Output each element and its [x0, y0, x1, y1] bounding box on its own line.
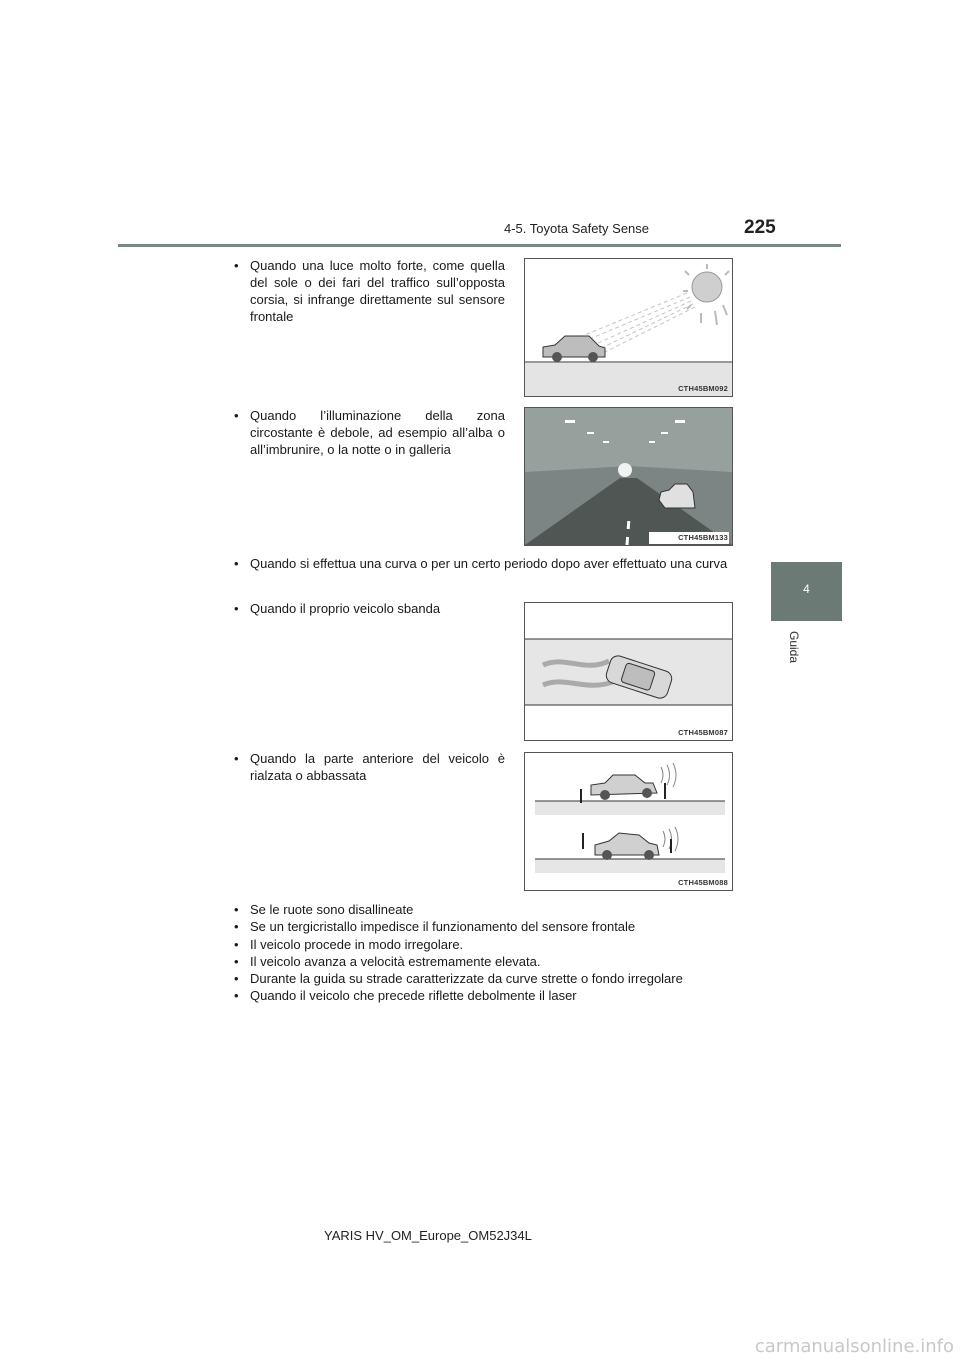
figure-code: CTH45BM133: [678, 533, 728, 542]
list-item: [234, 936, 754, 953]
raised-illustration: [525, 753, 732, 890]
list-item: [234, 970, 754, 987]
conditions-list: [234, 901, 754, 1005]
document-footer: YARIS HV_OM_Europe_OM52J34L: [324, 1228, 532, 1243]
section-title: 4-5. Toyota Safety Sense: [504, 221, 650, 236]
bullet-dot: •: [234, 971, 239, 987]
list-item-text: Il veicolo procede in modo irregolare.: [250, 936, 464, 952]
chapter-label-text: Guida: [787, 630, 802, 664]
bullet-curve: [234, 555, 742, 572]
tunnel-illustration: [525, 408, 732, 545]
figure-code: CTH45BM088: [678, 878, 728, 887]
header-rule: [118, 244, 841, 247]
figure-tunnel: [524, 407, 733, 546]
list-item: [234, 918, 754, 935]
bullet-skid: [234, 600, 505, 617]
list-item-text: Durante la guida su strade caratterizzate da curve strette o fondo irregolare: [250, 971, 683, 987]
figure-sunlight: [524, 258, 733, 397]
bullet-dot: •: [234, 556, 239, 571]
list-item: [234, 953, 754, 970]
bullet-dot: •: [234, 936, 239, 952]
bullet-dot: •: [234, 751, 239, 766]
skid-illustration: [525, 603, 732, 740]
list-item-text: Se le ruote sono disallineate: [250, 902, 414, 917]
bullet-text: Quando la parte anteriore del veicolo è rialzata o abbassata: [250, 751, 505, 783]
bullet-raised: [234, 750, 505, 784]
list-item-text: Quando il veicolo che precede riflette debolmente il laser: [250, 988, 577, 1004]
list-item: [234, 987, 754, 1004]
bullet-text: Quando il proprio veicolo sbanda: [250, 601, 441, 616]
page-number: 225: [744, 217, 776, 238]
bullet-text: Quando una luce molto forte, come quella del sole o dei fari del traffico sull’opposta corsia, si infrange direttamente sul sensore frontale: [250, 258, 505, 324]
watermark[interactable]: carmanualsonline.info: [754, 1336, 954, 1357]
figure-code: CTH45BM092: [678, 384, 728, 393]
list-item: [234, 901, 754, 918]
figure-raised: [524, 752, 733, 891]
list-item-text: Il veicolo avanza a velocità estremamente elevata.: [250, 953, 541, 969]
bullet-bright-light: [234, 257, 505, 325]
sunlight-illustration: [525, 259, 732, 396]
bullet-dot: •: [234, 258, 239, 273]
figure-skid: [524, 602, 733, 741]
list-item-text: Se un tergicristallo impedisce il funzionamento del sensore frontale: [250, 919, 636, 935]
chapter-number: 4: [803, 582, 810, 596]
bullet-dot: •: [234, 988, 239, 1004]
bullet-dot: •: [234, 408, 239, 423]
bullet-low-light: [234, 407, 505, 458]
bullet-dot: •: [234, 919, 239, 935]
bullet-dot: •: [234, 953, 239, 969]
bullet-dot: •: [234, 601, 239, 616]
figure-code: CTH45BM087: [678, 728, 728, 737]
bullet-dot: •: [234, 902, 239, 917]
bullet-text: Quando l’illuminazione della zona circostante è debole, ad esempio all’alba o all’imbrunire, o la notte o in galleria: [250, 408, 505, 457]
bullet-text: Quando si effettua una curva o per un certo periodo dopo aver effettuato una curva: [250, 556, 728, 571]
chapter-label: [786, 620, 806, 680]
